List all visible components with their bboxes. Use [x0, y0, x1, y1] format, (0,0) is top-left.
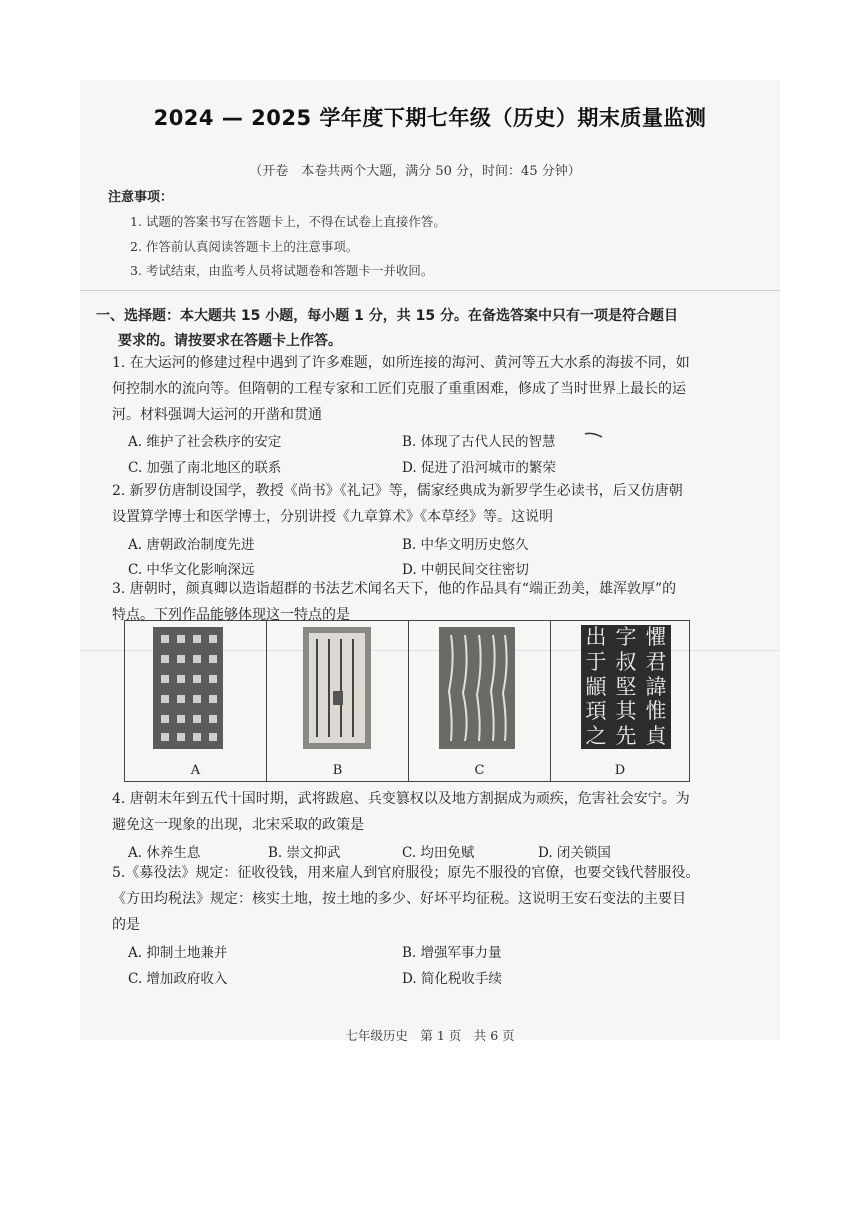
stem-line: 的是 [112, 917, 140, 933]
q4-option-c[interactable]: C. 均田免赋 [402, 845, 475, 861]
question-4-stem [112, 786, 728, 838]
q1-option-a[interactable]: A. 维护了社会秩序的安定 [128, 434, 282, 450]
notice-item: 1. 试题的答案书写在答题卡上，不得在试卷上直接作答。 [130, 214, 446, 229]
glyph: 先 [615, 724, 637, 749]
glyph: 字 [615, 625, 637, 649]
exam-subtitle: （开卷 本卷共两个大题，满分 50 分，时间：45 分钟） [249, 164, 581, 179]
section-heading-line: 一、选择题：本大题共 15 小题，每小题 1 分，共 15 分。在备选答案中只有一项是符合题目 [96, 308, 678, 324]
calligraphy-image-table [124, 620, 690, 782]
q4-option-b[interactable]: B. 崇文抑武 [268, 845, 341, 861]
stem-line: 《方田均税法》规定：核实土地，按土地的多少、好坏平均征税。这说明王安石变法的主要目 [112, 891, 686, 907]
notice-item: 3. 考试结束，由监考人员将试题卷和答题卡一并收回。 [130, 263, 434, 278]
glyph: 顓 [585, 674, 607, 699]
q1-option-b[interactable]: B. 体现了古代人民的智慧 [402, 434, 556, 450]
glyph: 出 [585, 625, 607, 649]
stele-rubbing-image [125, 621, 266, 761]
q1-option-c[interactable]: C. 加强了南北地区的联系 [128, 460, 282, 476]
question-5-stem [112, 860, 728, 938]
page-footer: 七年级历史 第 1 页 共 6 页 [345, 1028, 515, 1043]
option-d-image-cell[interactable] [551, 621, 689, 781]
q5-option-d[interactable]: D. 简化税收手续 [402, 971, 502, 987]
glyph: 堅 [615, 674, 637, 699]
question-1-stem [112, 350, 728, 428]
stem-line: 避免这一现象的出现，北宋采取的政策是 [112, 817, 364, 833]
q4-option-d[interactable]: D. 闭关锁国 [538, 845, 611, 861]
stem-line: 5.《募役法》规定：征收役钱，用来雇人到官府服役；原先不服役的官僚，也要交钱代替服役。 [112, 865, 700, 881]
glyph: 頊 [585, 699, 607, 724]
q4-option-a[interactable]: A. 休养生息 [128, 845, 201, 861]
glyph: 諱 [645, 674, 667, 699]
q2-option-b[interactable]: B. 中华文明历史悠久 [402, 537, 529, 553]
section-heading-line: 要求的。请按要求在答题卡上作答。 [118, 333, 342, 349]
q5-option-b[interactable]: B. 增强军事力量 [402, 945, 502, 961]
stem-line: 何控制水的流向等。但隋朝的工程专家和工匠们克服了重重困难，修成了当时世界上最长的运 [112, 381, 686, 397]
stem-line: 特点。下列作品能够体现这一特点的是 [112, 607, 350, 623]
stem-line: 设置算学博士和医学博士，分别讲授《九章算术》《本草经》等。这说明 [112, 509, 553, 525]
exam-title: 2024 — 2025 学年度下期七年级（历史）期末质量监测 [153, 106, 707, 130]
stem-line: 4. 唐朝末年到五代十国时期，武将跋扈、兵变篡权以及地方割据成为顽疾，危害社会安宁。为 [112, 791, 690, 807]
option-c-image-cell[interactable] [409, 621, 551, 781]
stem-line: 河。材料强调大运河的开凿和贯通 [112, 407, 322, 423]
pen-mark-icon [584, 428, 604, 440]
cursive-script-image [409, 621, 550, 761]
glyph: 其 [615, 699, 637, 724]
q2-option-c[interactable]: C. 中华文化影响深远 [128, 562, 255, 578]
stem-line: 2. 新罗仿唐制设国学，教授《尚书》《礼记》等，儒家经典成为新罗学生必读书，后又仿唐朝 [112, 483, 683, 499]
glyph: 君 [645, 649, 667, 674]
glyph: 惟 [645, 699, 667, 724]
stem-line: 1. 在大运河的修建过程中遇到了许多难题，如所连接的海河、黄河等五大水系的海拔不同，如 [112, 355, 690, 371]
image-label-a: A [190, 763, 201, 778]
option-a-image-cell[interactable] [125, 621, 267, 781]
image-label-d: D [614, 763, 626, 778]
q5-option-a[interactable]: A. 抑制土地兼并 [128, 945, 228, 961]
glyph: 懼 [645, 625, 667, 649]
stem-line: 3. 唐朝时，颜真卿以造诣超群的书法艺术闻名天下，他的作品具有“端正劲美，雄浑敦厚”的 [112, 581, 677, 597]
q2-option-d[interactable]: D. 中朝民间交往密切 [402, 562, 529, 578]
image-label-c: C [474, 763, 485, 778]
q1-option-d[interactable]: D. 促进了沿河城市的繁荣 [402, 460, 556, 476]
regular-script-rubbing-image [581, 625, 671, 749]
divider [80, 290, 780, 291]
notice-item: 2. 作答前认真阅读答题卡上的注意事项。 [130, 239, 359, 254]
glyph: 于 [585, 649, 607, 674]
glyph: 叔 [615, 649, 637, 674]
image-label-b: B [332, 763, 343, 778]
option-b-image-cell[interactable] [267, 621, 409, 781]
glyph: 貞 [645, 724, 667, 749]
running-script-image [267, 621, 408, 761]
notice-heading: 注意事项： [108, 190, 174, 205]
q5-option-c[interactable]: C. 增加政府收入 [128, 971, 228, 987]
q2-option-a[interactable]: A. 唐朝政治制度先进 [128, 537, 255, 553]
question-2-stem [112, 478, 728, 530]
section-heading [96, 304, 726, 354]
glyph: 之 [585, 724, 607, 749]
